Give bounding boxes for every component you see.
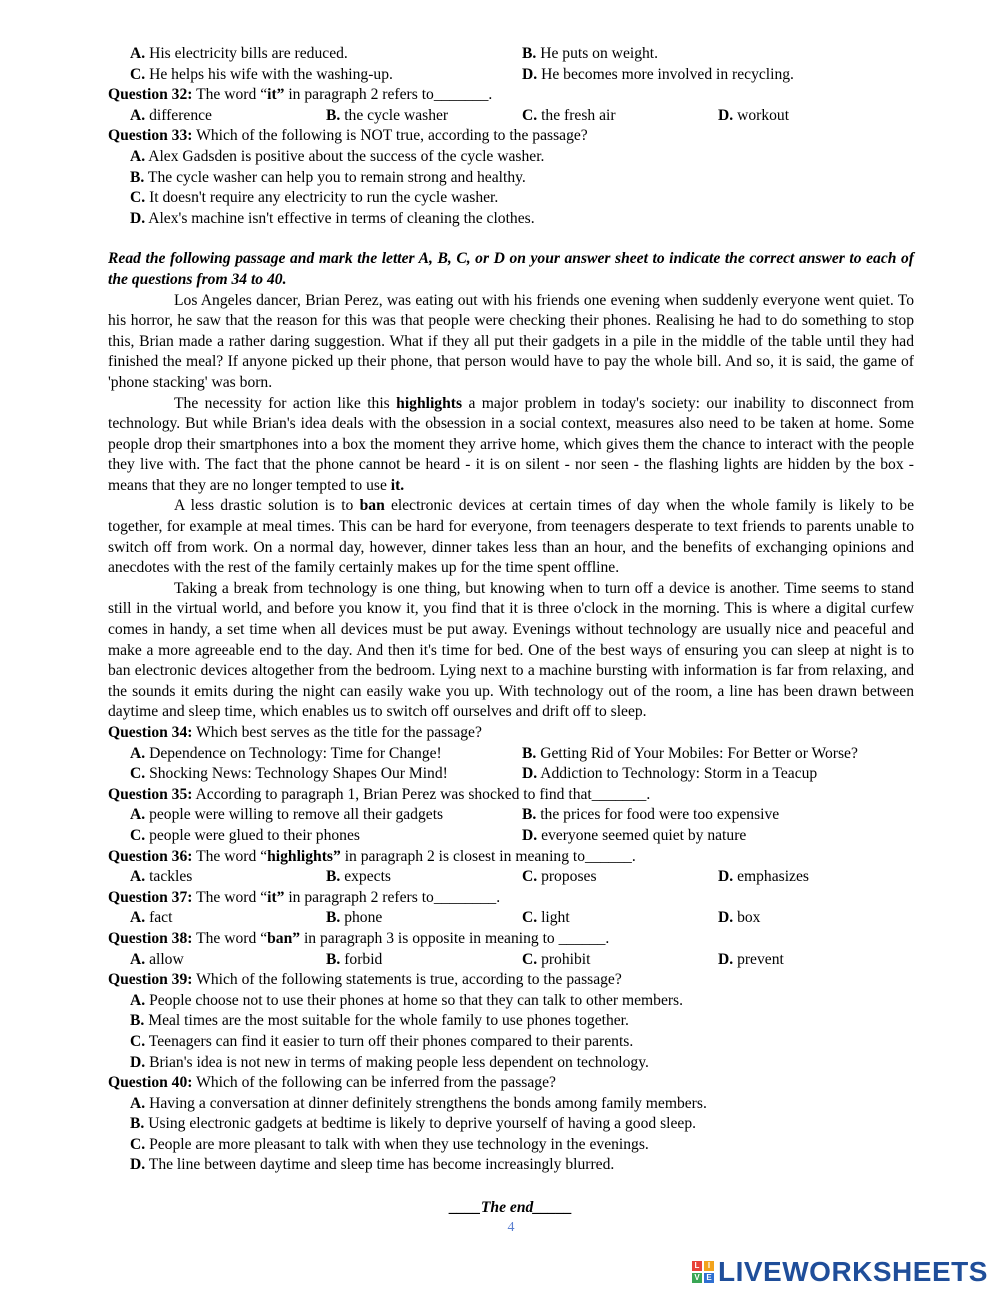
q37-stem: Question 37: The word “it” in paragraph 2 refers to________.	[108, 888, 501, 906]
the-end-text: ____The end_____	[449, 1199, 573, 1217]
q39-option-a[interactable]: A. People choose not to use their phones at home so that they can talk to other members.	[130, 991, 684, 1009]
q40-option-a[interactable]: A. Having a conversation at dinner definitely strengthens the bonds among family members.	[130, 1094, 707, 1112]
q40-option-c[interactable]: C. People are more pleasant to talk with when they use technology in the evenings.	[130, 1135, 649, 1153]
q31-option-a[interactable]: A. His electricity bills are reduced.	[130, 45, 348, 62]
logo-tile-red: L	[692, 1261, 702, 1271]
q39-option-d[interactable]: D. Brian's idea is not new in terms of making people less dependent on technology.	[130, 1053, 649, 1071]
q33-stem: Question 33: Which of the following is NOT true, according to the passage?	[108, 127, 588, 145]
q36-options	[108, 867, 914, 888]
q34-options-row-2	[108, 764, 914, 785]
q37-option-a[interactable]: A. fact	[130, 909, 173, 927]
q33-option-b[interactable]: B. The cycle washer can help you to remain strong and healthy.	[130, 168, 526, 186]
q36-stem: Question 36: The word “highlights” in paragraph 2 is closest in meaning to______.	[108, 847, 636, 865]
q38-stem: Question 38: The word “ban” in paragraph 3 is opposite in meaning to ______.	[108, 929, 610, 947]
q32-option-a[interactable]: A. difference	[130, 106, 212, 124]
q36-option-a[interactable]: A. tackles	[130, 868, 193, 886]
logo-text: LIVEWORKSHEETS	[718, 1256, 988, 1287]
q38-options	[108, 950, 914, 971]
q34-option-d[interactable]: D. Addiction to Technology: Storm in a Teacup	[522, 765, 818, 783]
q40-option-b[interactable]: B. Using electronic gadgets at bedtime is likely to deprive yourself of having a good sleep.	[130, 1115, 697, 1133]
q38-option-b[interactable]: B. forbid	[326, 950, 383, 968]
q35-options-row-2	[108, 826, 914, 847]
q33-option-d[interactable]: D. Alex's machine isn't effective in terms of cleaning the clothes.	[130, 209, 535, 227]
reading-instruction: Read the following passage and mark the letter A, B, C, or D on your answer sheet to indicate the correct answer to each of the questions from 34 to 40.	[108, 250, 914, 288]
logo-tile-orange: I	[704, 1261, 714, 1271]
passage-paragraph-4: Taking a break from technology is one thing, but knowing when to turn off a device is another. Time seems to stand still in the virtual world, and before you know it, you find that it is three o'clock in the morning. This is where a digital curfew comes in handy, a set time when all devices must be put away. Evenings without technology are usually nice and peaceful and make a more agreeable end to the day. And then it's time for bed. One of the best ways of ensuring you can sleep at night is to ban electronic devices altogether from the bedroom. Lying next to a machine bursting with information is far from relaxing, and the sounds it emits during the night can easily wake you up. With technology out of the room, a line has been drawn between daytime and sleep time, which enables us to switch off ourselves and drift off to sleep.	[108, 579, 914, 721]
q38-option-c[interactable]: C. prohibit	[522, 950, 591, 968]
q34-option-a[interactable]: A. Dependence on Technology: Time for Change!	[130, 744, 442, 762]
q34-stem: Question 34: Which best serves as the title for the passage?	[108, 724, 482, 741]
q36-option-d[interactable]: D. emphasizes	[718, 868, 809, 886]
q34-option-b[interactable]: B. Getting Rid of Your Mobiles: For Better or Worse?	[522, 744, 858, 762]
liveworksheets-logo	[692, 1256, 988, 1288]
q31-option-c[interactable]: C. He helps his wife with the washing-up.	[130, 65, 393, 83]
q31-options-row-2	[108, 65, 914, 86]
q35-option-c[interactable]: C. people were glued to their phones	[130, 826, 360, 844]
q35-stem: Question 35: According to paragraph 1, Brian Perez was shocked to find that_______.	[108, 785, 651, 803]
q35-option-a[interactable]: A. people were willing to remove all their gadgets	[130, 806, 444, 824]
q32-option-c[interactable]: C. the fresh air	[522, 106, 616, 124]
logo-grid-icon	[692, 1261, 714, 1283]
q31-option-b[interactable]: B. He puts on weight.	[522, 45, 659, 62]
q32-stem: Question 32: The word “it” in paragraph 2 refers to_______.	[108, 86, 493, 104]
passage-paragraph-2: The necessity for action like this highlights a major problem in today's society: our inability to disconnect from technology. But while Brian's idea deals with the obsession in a social context, measures also need to be taken at home. Some people drop their smartphones into a box the moment they arrive home, which gives them the chance to interact with the people they live with. The fact that the phone cannot be heard - it is on silent - nor seen - the flashing lights are hidden by the box - means that they are no longer tempted to use it.	[108, 394, 914, 494]
q40-stem: Question 40: Which of the following can be inferred from the passage?	[108, 1074, 556, 1092]
q36-option-b[interactable]: B. expects	[326, 868, 391, 886]
q39-option-b[interactable]: B. Meal times are the most suitable for the whole family to use phones together.	[130, 1012, 629, 1030]
worksheet-page	[108, 44, 914, 1237]
q33-option-c[interactable]: C. It doesn't require any electricity to run the cycle washer.	[130, 189, 499, 207]
q35-options-row-1	[108, 805, 914, 826]
q32-option-b[interactable]: B. the cycle washer	[326, 106, 449, 124]
q40-option-d[interactable]: D. The line between daytime and sleep time has become increasingly blurred.	[130, 1156, 615, 1174]
q31-options-row-1	[108, 44, 914, 65]
logo-tile-green: V	[692, 1273, 702, 1283]
q39-option-c[interactable]: C. Teenagers can find it easier to turn off their phones compared to their parents.	[130, 1032, 634, 1050]
q32-option-d[interactable]: D. workout	[718, 106, 790, 124]
q36-option-c[interactable]: C. proposes	[522, 868, 597, 886]
q37-option-b[interactable]: B. phone	[326, 909, 383, 927]
q35-option-d[interactable]: D. everyone seemed quiet by nature	[522, 826, 747, 844]
q33-option-a[interactable]: A. Alex Gadsden is positive about the success of the cycle washer.	[130, 147, 545, 165]
q31-option-d[interactable]: D. He becomes more involved in recycling.	[522, 65, 794, 83]
q38-option-d[interactable]: D. prevent	[718, 950, 784, 968]
q34-options-row-1	[108, 744, 914, 765]
passage-paragraph-3: A less drastic solution is to ban electronic devices at certain times of day when the whole family is likely to be together, for example at meal times. This can be hard for everyone, from teenagers desperate to text friends to parents unable to switch off from work. On a normal day, however, dinner takes less than an hour, and the benefits of exchanging opinions and anecdotes with the rest of the family certainly makes up for the time spent offline.	[108, 497, 914, 577]
q35-option-b[interactable]: B. the prices for food were too expensive	[522, 806, 780, 824]
q37-options	[108, 908, 914, 929]
passage-paragraph-1: Los Angeles dancer, Brian Perez, was eating out with his friends one evening when suddenly everyone went quiet. To his horror, he saw that the reason for this was that people were checking their phones. Realising he had to do something to stop this, Brian made a rather daring suggestion. What if they all put their gadgets in a pile in the middle of the table until they had finished the meal? If anyone picked up their phone, that person would have to pay the whole bill. And so, it is said, the game of 'phone stacking' was born.	[108, 291, 914, 391]
logo-tile-blue: E	[704, 1273, 714, 1283]
q37-option-c[interactable]: C. light	[522, 909, 570, 927]
q34-option-c[interactable]: C. Shocking News: Technology Shapes Our Mind!	[130, 765, 448, 783]
q38-option-a[interactable]: A. allow	[130, 950, 184, 968]
q32-options	[108, 106, 914, 127]
page-number: 4	[507, 1219, 515, 1235]
q37-option-d[interactable]: D. box	[718, 909, 761, 927]
q39-stem: Question 39: Which of the following statements is true, according to the passage?	[108, 971, 622, 989]
